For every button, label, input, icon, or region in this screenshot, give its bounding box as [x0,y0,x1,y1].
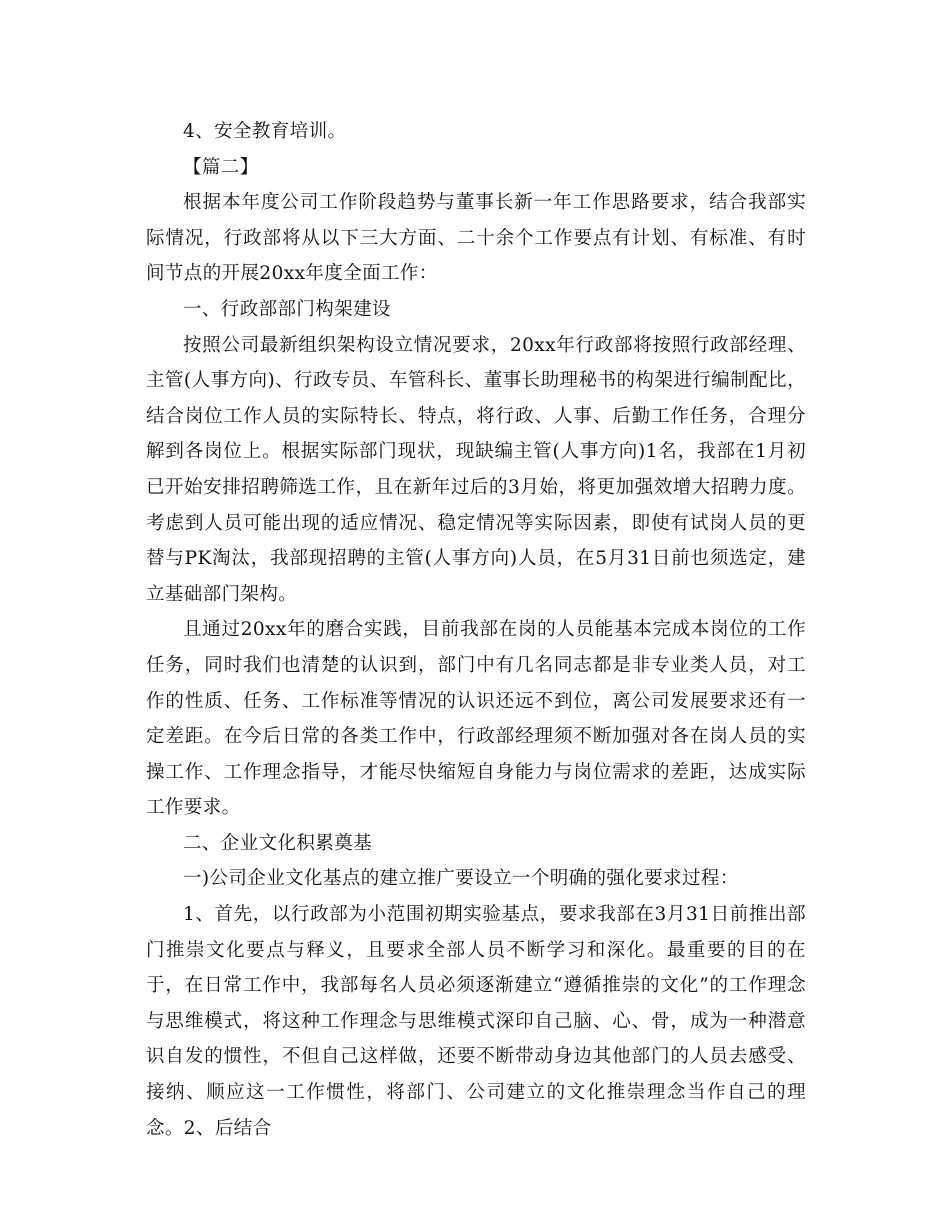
org-structure-paragraph: 按照公司最新组织架构设立情况要求，20xx年行政部将按照行政部经理、主管(人事方向)、行政专员、车管科长、董事长助理秘书的构架进行编制配比，结合岗位工作人员的实际特长、特点，将行政、人事、后勤工作任务，合理分解到各岗位上。根据实际部门现状，现缺编主管(人事方向)1名，我部在1月初已开始安排招聘筛选工作，且在新年过后的3月始，将更加强效增大招聘力度。考虑到人员可能出现的适应情况、稳定情况等实际因素，即使有试岗人员的更替与PK淘汰，我部现招聘的主管(人事方向)人员，在5月31日前也须选定，建立基础部门架构。 [146,334,806,605]
subsection-heading-culture-basepoint: 一)公司企业文化基点的建立推广要设立一个明确的强化要求过程： [183,868,739,890]
section-heading-org-structure: 一、行政部部门构架建设 [183,298,391,320]
section-heading-corporate-culture: 二、企业文化积累奠基 [183,832,373,854]
staff-practice-paragraph: 且通过20xx年的磨合实践，目前我部在岗的人员能基本完成本岗位的工作任务，同时我们也清楚的认识到，部门中有几名同志都是非专业类人员，对工作的性质、任务、工作标准等情况的认识还远不到位，离公司发展要求还有一定差距。在今后日常的各类工作中，行政部经理须不断加强对各在岗人员的实操工作、工作理念指导，才能尽快缩短自身能力与岗位需求的差距，达成实际工作要求。 [146,619,806,819]
culture-step-paragraph: 1、首先，以行政部为小范围初期实验基点，要求我部在3月31日前推出部门推崇文化要点与释义，且要求全部人员不断学习和深化。最重要的目的在于，在日常工作中，我部每名人员必须逐渐建立“遵循推崇的文化”的工作理念与思维模式，将这种工作理念与思维模式深印自己脑、心、骨，成为一种潜意识自发的惯性，不但自己这样做，还要不断带动身边其他部门的人员去感受、接纳、顺应这一工作惯性，将部门、公司建立的文化推崇理念当作自己的理念。2、后结合 [146,904,806,1139]
intro-paragraph: 根据本年度公司工作阶段趋势与董事长新一年工作思路要求，结合我部实际情况，行政部将从以下三大方面、二十余个工作要点有计划、有标准、有时间节点的开展20xx年度全面工作： [146,192,806,285]
section-heading-part-two: 【篇二】 [183,156,259,178]
list-item-safety-training: 4、安全教育培训。 [183,121,347,142]
document-body [146,114,806,1146]
